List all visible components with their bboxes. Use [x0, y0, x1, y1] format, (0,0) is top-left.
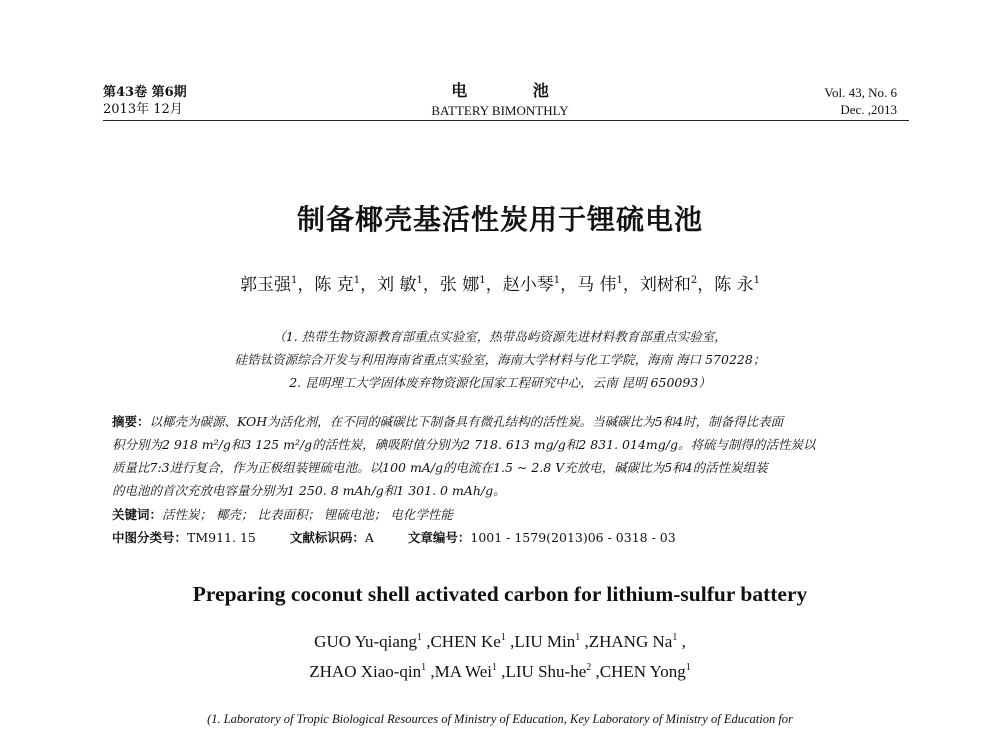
abstract-label: 摘要： — [112, 414, 150, 429]
classification-line — [112, 528, 912, 546]
author-affiliation-marker: 1 — [421, 662, 427, 673]
header-rule — [103, 120, 909, 121]
author-name: 郭玉强 — [239, 275, 291, 295]
keywords-line — [112, 505, 912, 523]
author-list-cn: 郭玉强$^1$，陈 克$^1$，刘 敏$^1$，张 娜$^1$，赵小琴$^1$，马 伟$^1$，刘树和$^2$，陈 永$^1$ — [239, 275, 761, 295]
author-name: ZHAO Xiao-qin — [309, 662, 422, 681]
author-affiliation-marker: 1 — [479, 275, 486, 286]
doc-code-label: 文献标识码： — [289, 530, 365, 545]
affiliation-en: (1. Laboratory of Tropic Biological Resources of Ministry of Education, Key Laboratory of Ministry of Education for — [207, 712, 793, 726]
author-affiliation-marker: 1 — [416, 632, 422, 643]
author-affiliation-marker: 1 — [616, 275, 623, 286]
author-affiliation-marker: 1 — [553, 275, 561, 286]
vol-no: Vol. 43, No. 6 — [824, 85, 897, 100]
keywords-text: 活性炭； 椰壳； 比表面积； 锂硫电池； 电化学性能 — [162, 507, 453, 522]
author-list-en-line-1: GUO Yu-qiang$^1$ ,CHEN Ke$^1$ ,LIU Min$^1$ ,ZHANG Na$^1$ , — [314, 632, 686, 651]
doc-code-value: A — [364, 530, 374, 545]
english-title: Preparing coconut shell activated carbon for lithium-sulfur battery — [192, 582, 808, 606]
author-affiliation-marker: 1 — [416, 275, 423, 286]
affiliation-line-2: 硅锆钛资源综合开发与利用海南省重点实验室，海南大学材料与化工学院，海南 海口 570228； — [234, 352, 766, 367]
affiliation-line-1: （1. 热带生物资源教育部重点实验室，热带岛屿资源先进材料教育部重点实验室， — [273, 329, 727, 344]
author-name: LIU Min — [514, 632, 576, 651]
abstract-line-2: 积分别为2 918 m²/g和3 125 m²/g的活性炭，碘吸附值分别为2 718. 613 mg/g和2 831. 014mg/g。将硫与制得的活性炭以 — [112, 437, 816, 452]
author-affiliation-marker: 1 — [500, 632, 506, 643]
author-affiliation-marker: 1 — [672, 632, 678, 643]
author-name: 刘树和 — [639, 275, 691, 295]
author-affiliation-marker: 1 — [685, 662, 691, 673]
article-number-value: 1001 - 1579(2013)06 - 0318 - 03 — [470, 530, 676, 545]
journal-name-en: BATTERY BIMONTHLY — [431, 103, 569, 118]
author-name: ZHANG Na — [588, 632, 673, 651]
author-name: 陈 永 — [714, 275, 754, 295]
author-name: LIU Shu-he — [505, 662, 587, 681]
author-affiliation-marker: 2 — [690, 275, 698, 286]
author-name: 张 娜 — [439, 275, 480, 295]
author-affiliation-marker: 1 — [575, 632, 581, 643]
volume-issue: 第43卷 第6期 — [103, 85, 187, 100]
journal-name-cn: 电 池 — [451, 81, 579, 100]
clc-label: 中图分类号： — [112, 530, 188, 545]
author-name: MA Wei — [434, 662, 493, 681]
author-affiliation-marker: 2 — [586, 662, 592, 673]
page-title: 制备椰壳基活性炭用于锂硫电池 — [296, 203, 703, 236]
author-name: 赵小琴 — [502, 275, 554, 295]
affiliation-line-3: 2. 昆明理工大学固体废弃物资源化国家工程研究中心，云南 昆明 650093） — [289, 375, 711, 390]
author-name: 刘 敏 — [377, 275, 417, 295]
author-affiliation-marker: 1 — [353, 275, 361, 286]
keywords-label: 关键词： — [112, 507, 163, 522]
abstract-text: 以椰壳为碳源、KOH为活化剂，在不同的碱碳比下制备具有微孔结构的活性炭。当碱碳比为5和4时，制备得比表面 — [149, 414, 784, 429]
author-name: 马 伟 — [577, 275, 617, 295]
author-affiliation-marker: 1 — [753, 275, 761, 286]
author-name: 陈 克 — [314, 275, 354, 295]
author-list-en-line-2: ZHAO Xiao-qin$^1$ ,MA Wei$^1$ ,LIU Shu-$he^2$ ,CHEN Yong$^1$ — [309, 662, 691, 681]
author-affiliation-marker: 1 — [290, 275, 298, 286]
abstract-line-4: 的电池的首次充放电容量分别为1 250. 8 mAh/g和1 301. 0 mAh/g。 — [112, 483, 506, 498]
clc-value: TM911. 15 — [187, 530, 256, 545]
issue-date: Dec. ,2013 — [840, 102, 897, 117]
abstract-line-3: 质量比7:3进行复合，作为正极组装锂硫电池。以100 mA/g的电流在1.5 ~ 2.8 V充放电，碱碳比为5和4的活性炭组装 — [112, 460, 768, 475]
author-affiliation-marker: 1 — [492, 662, 498, 673]
abstract-line-1 — [112, 412, 912, 430]
author-name: CHEN Ke — [430, 632, 501, 651]
year-month: 2013年 12月 — [103, 102, 183, 117]
article-number-label: 文章编号： — [407, 530, 471, 545]
author-name: GUO Yu-qiang — [314, 632, 417, 651]
author-name: CHEN Yong — [599, 662, 686, 681]
